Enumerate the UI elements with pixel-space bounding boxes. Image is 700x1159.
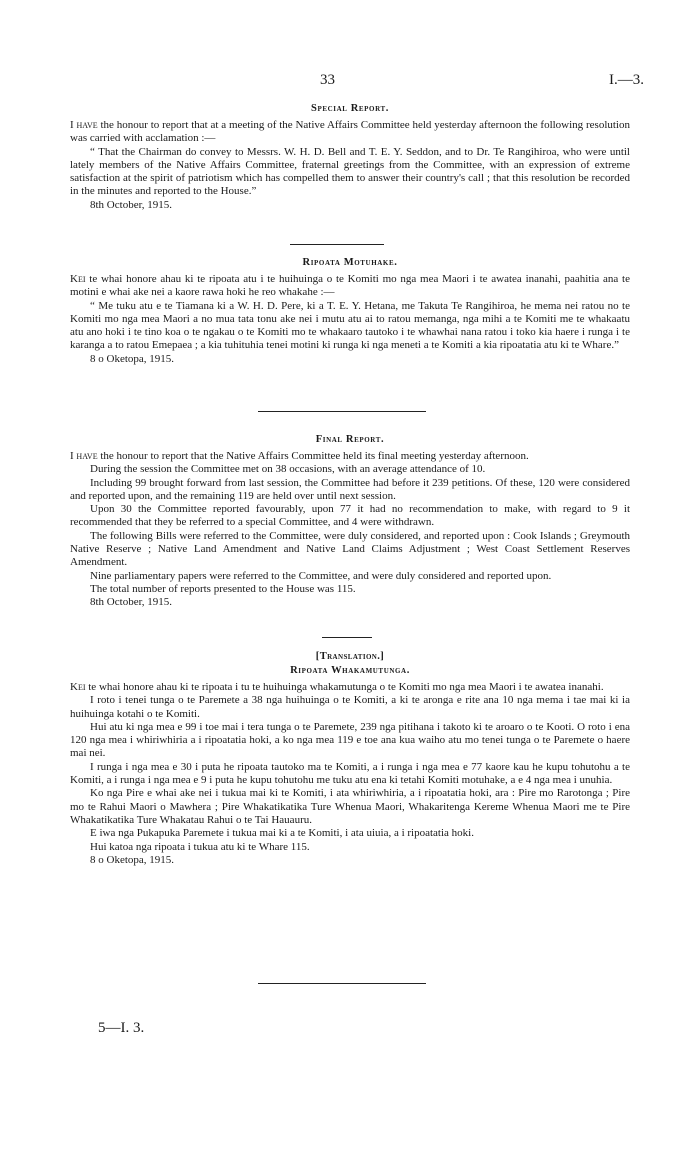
final-report-paragraph-7: The total number of reports presented to the House was 115. xyxy=(90,582,356,595)
translation-section xyxy=(70,651,630,867)
special-report-date: 8th October, 1915. xyxy=(90,198,173,211)
section-divider xyxy=(322,637,372,638)
document-reference: I.—3. xyxy=(609,72,644,88)
ripoata-motuhake-date: 8 o Oketopa, 1915. xyxy=(90,352,175,365)
translation-date: 8 o Oketopa, 1915. xyxy=(90,853,175,866)
special-report-section xyxy=(70,103,630,212)
page-number: 33 xyxy=(320,72,335,88)
translation-paragraph-2: I roto i tenei tunga o te Paremete a 38 nga huihuinga o te Komiti, a ki te aronga e rite ana 10 nga mema i tae mai ki ia huihuinga kotahi o te Komiti. xyxy=(70,694,630,720)
final-report-lead: I have xyxy=(70,450,98,462)
translation-heading: Ripoata Whakamutunga. xyxy=(290,665,410,676)
translation-paragraph-6: E iwa nga Pukapuka Paremete i tukua mai ki a te Komiti, i ata uiuia, a i ripoatatia hoki. xyxy=(90,827,474,840)
special-report-lead: I have xyxy=(70,119,98,131)
ripoata-motuhake-motini: “ Me tuku atu e te Tiamana ki a W. H. D. Pere, ki a T. E. Y. Hetana, me Takuta Te Rangihiroa, he mema nei ratou no te Komiti mo nga mea Maori a no mua tata tonu ake nei i mutu atu ai to ratou memanga, nga mihi a te Komiti me te whakaatu atu ano hoki i te tino koa o te ngakau o te Komiti mo te whakaaro tautoko i te whawhai nana ratou i toko kia haere i runga i te karanga a to ratou Emepaea ; a kia tuhituhia tenei motini ki runga ki nga meneti a te Komiti a kia ripoatatia atu ki te Whare.” xyxy=(70,299,630,352)
footer-signature: 5—I. 3. xyxy=(98,1020,145,1036)
special-report-heading: Special Report. xyxy=(311,103,389,114)
ripoata-motuhake-heading: Ripoata Motuhake. xyxy=(302,257,398,268)
section-divider xyxy=(258,983,426,984)
translation-paragraph-3: Hui atu ki nga mea e 99 i toe mai i tera tunga o te Paremete, 239 nga pitihana i takoto ki te aroaro o te Kooti. O roto i ena 120 nga mea i whiriwhiria a i ripoatatia hoki, a ko nga mea 119 e toe ana kua waiho atu mo tenei tunga o te Paremete o haere mai nei. xyxy=(70,720,630,760)
translation-paragraph-5: Ko nga Pire e whai ake nei i tukua mai ki te Komiti, i ata whiriwhiria, a i ripoatatia hoki, ara : Pire mo Rarotonga ; Pire mo te Rahui Maori o Mawhera ; Pire Whakatikatika Ture Whenua Maori, Whakaritenga Kereme Whenua Maori me te Pire Whakatikatika Ture Whakatau Rahui o te Tai Hauauru. xyxy=(70,787,630,826)
final-report-section xyxy=(70,434,630,610)
ripoata-motuhake-section xyxy=(70,257,630,366)
special-report-resolution: “ That the Chairman do convey to Messrs. W. H. D. Bell and T. E. Y. Seddon, and to Dr. Te Rangihiroa, who were until lately members of the Native Affairs Committee, fraternal greetings from the Committee, with an expression of extreme satisfaction at the spirit of patriotism which has compelled them to answer their country's call ; that this resolution be recorded in the minutes and reported to the House.” xyxy=(70,145,630,198)
final-report-paragraph-2: During the session the Committee met on 38 occasions, with an average attendance of 10. xyxy=(90,463,486,476)
final-report-paragraph-5: The following Bills were referred to the Committee, were duly considered, and reported upon : Cook Islands ; Greymouth Native Reserve ; Native Land Amendment and Native Land Claims Adjustment ; West Coast Settlement Reserves Amendment. xyxy=(70,529,630,569)
final-report-paragraph-4: Upon 30 the Committee reported favourably, upon 77 it had no recommendation to make, with regard to 9 it recommended that they be referred to a special Committee, and 4 were withdrawn. xyxy=(70,503,630,529)
translation-paragraph-4: I runga i nga mea e 30 i puta he ripoata tautoko ma te Komiti, a i runga i nga mea e 77 kaore kau he kupu tohutohu a te Komiti, a i runga i nga mea e 9 i puta he kupu tohutohu me tuku atu ena ki tetahi Komiti motuhake, a e 4 nga mea i unuhia. xyxy=(70,760,630,787)
special-report-paragraph-1: I have the honour to report that at a meeting of the Native Affairs Committee held yesterday afternoon the following resolution was carried with acclamation :— xyxy=(70,119,630,145)
final-report-paragraph-6: Nine parliamentary papers were referred to the Committee, and were duly considered and reported upon. xyxy=(90,569,552,582)
translation-label: [Translation.] xyxy=(315,651,385,662)
translation-paragraph-1: Kei te whai honore ahau ki te ripoata i tu te huihuinga whakamutunga o te Komiti mo nga mea Maori i te awatea inanahi. xyxy=(70,681,604,693)
final-report-heading: Final Report. xyxy=(315,434,385,445)
final-report-paragraph-1: I have the honour to report that the Native Affairs Committee held its final meeting yesterday afternoon. xyxy=(70,450,529,462)
section-divider xyxy=(258,411,426,412)
final-report-date: 8th October, 1915. xyxy=(90,596,173,609)
final-report-paragraph-3: Including 99 brought forward from last session, the Committee had before it 239 petitions. Of these, 120 were considered and reported upon, and the remaining 119 are held over until next session. xyxy=(70,476,630,502)
translation-paragraph-7: Hui katoa nga ripoata i tukua atu ki te Whare 115. xyxy=(90,840,310,853)
translation-lead: Kei xyxy=(70,681,86,693)
ripoata-motuhake-paragraph-1: Kei te whai honore ahau ki te ripoata atu i te huihuinga o te Komiti mo nga mea Maori i te awatea inanahi, paahitia ana te motini e whai ake nei a kaore rawa hoki he reo whakahe :— xyxy=(70,273,630,299)
section-divider xyxy=(290,244,384,245)
ripoata-motuhake-lead: Kei xyxy=(70,273,86,285)
